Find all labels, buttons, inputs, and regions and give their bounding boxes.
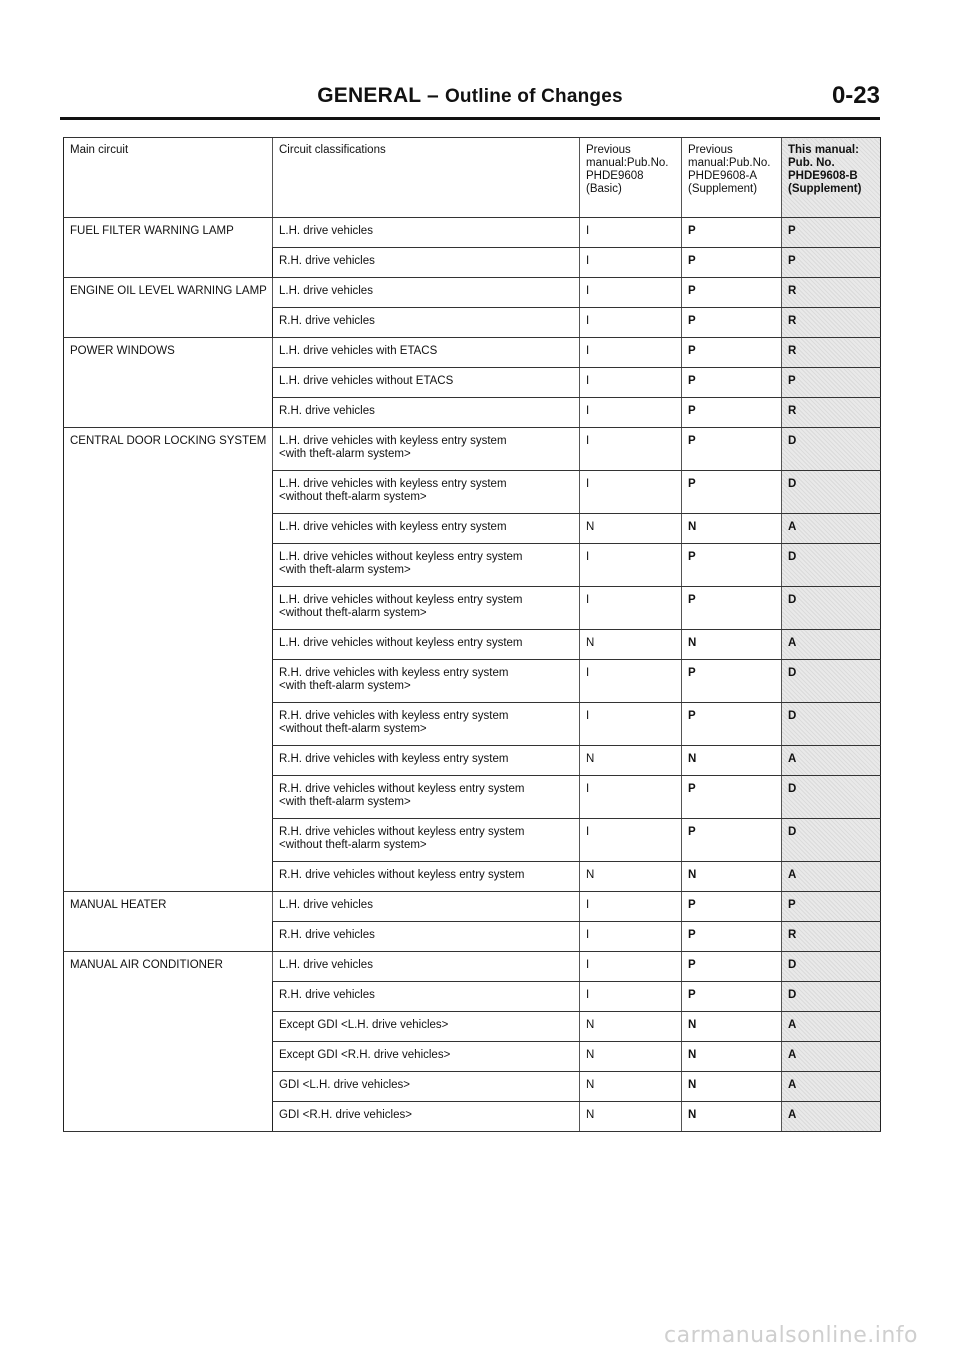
- classification-cell: [273, 218, 580, 248]
- classification-note: <without theft-alarm system>: [279, 839, 427, 851]
- supplement-b-code-cell: A: [782, 862, 881, 892]
- supplement-a-code-cell: N: [682, 746, 782, 776]
- supplement-a-code-cell: P: [682, 587, 782, 630]
- basic-code-cell: I: [580, 776, 682, 819]
- supplement-a-code-cell: N: [682, 862, 782, 892]
- supplement-b-code-cell: P: [782, 248, 881, 278]
- classification-text: R.H. drive vehicles: [279, 405, 375, 417]
- page-title: [60, 84, 880, 108]
- supplement-a-code-cell: N: [682, 514, 782, 544]
- col-header-previous-basic: Previous manual:Pub.No. PHDE9608 (Basic): [580, 138, 682, 218]
- classification-text: L.H. drive vehicles with keyless entry system: [279, 521, 507, 533]
- main-circuit-cell: FUEL FILTER WARNING LAMP: [64, 218, 273, 278]
- classification-text: Except GDI <R.H. drive vehicles>: [279, 1049, 451, 1061]
- table-row: [64, 428, 881, 471]
- classification-text: L.H. drive vehicles: [279, 959, 373, 971]
- classification-cell: [273, 952, 580, 982]
- classification-text: L.H. drive vehicles with keyless entry system: [279, 478, 507, 490]
- classification-text: R.H. drive vehicles with keyless entry system: [279, 753, 509, 765]
- classification-cell: [273, 471, 580, 514]
- table-row: [64, 338, 881, 368]
- classification-note: <with theft-alarm system>: [279, 796, 411, 808]
- classification-text: R.H. drive vehicles with keyless entry system: [279, 667, 509, 679]
- classification-cell: [273, 1042, 580, 1072]
- basic-code-cell: I: [580, 471, 682, 514]
- supplement-a-code-cell: P: [682, 278, 782, 308]
- classification-text: R.H. drive vehicles with keyless entry system: [279, 710, 509, 722]
- basic-code-cell: I: [580, 544, 682, 587]
- supplement-b-code-cell: R: [782, 278, 881, 308]
- col-header-circuit-classifications: Circuit classifications: [273, 138, 580, 218]
- supplement-a-code-cell: P: [682, 471, 782, 514]
- classification-text: R.H. drive vehicles without keyless entry system: [279, 826, 525, 838]
- classification-cell: [273, 1072, 580, 1102]
- table-header-row: [64, 138, 881, 218]
- col-header-main-circuit: Main circuit: [64, 138, 273, 218]
- basic-code-cell: N: [580, 862, 682, 892]
- supplement-a-code-cell: P: [682, 922, 782, 952]
- classification-cell: [273, 587, 580, 630]
- basic-code-cell: I: [580, 892, 682, 922]
- supplement-a-code-cell: N: [682, 1072, 782, 1102]
- classification-note: <with theft-alarm system>: [279, 680, 411, 692]
- basic-code-cell: N: [580, 514, 682, 544]
- classification-text: R.H. drive vehicles without keyless entry system: [279, 869, 525, 881]
- supplement-b-code-cell: D: [782, 952, 881, 982]
- basic-code-cell: I: [580, 660, 682, 703]
- changes-table-body: [64, 138, 881, 1132]
- classification-cell: [273, 1102, 580, 1132]
- classification-text: L.H. drive vehicles: [279, 225, 373, 237]
- classification-note: <with theft-alarm system>: [279, 448, 411, 460]
- basic-code-cell: I: [580, 819, 682, 862]
- supplement-b-code-cell: A: [782, 1042, 881, 1072]
- basic-code-cell: I: [580, 308, 682, 338]
- supplement-b-code-cell: A: [782, 514, 881, 544]
- supplement-a-code-cell: P: [682, 703, 782, 746]
- supplement-a-code-cell: N: [682, 1042, 782, 1072]
- supplement-a-code-cell: P: [682, 368, 782, 398]
- supplement-b-code-cell: D: [782, 587, 881, 630]
- classification-cell: [273, 776, 580, 819]
- supplement-b-code-cell: D: [782, 776, 881, 819]
- supplement-b-code-cell: A: [782, 1102, 881, 1132]
- classification-text: R.H. drive vehicles: [279, 315, 375, 327]
- classification-cell: [273, 746, 580, 776]
- classification-note: <with theft-alarm system>: [279, 564, 411, 576]
- supplement-a-code-cell: P: [682, 248, 782, 278]
- classification-text: L.H. drive vehicles with ETACS: [279, 345, 438, 357]
- classification-cell: [273, 819, 580, 862]
- classification-cell: [273, 398, 580, 428]
- supplement-a-code-cell: P: [682, 660, 782, 703]
- table-row: [64, 952, 881, 982]
- classification-text: R.H. drive vehicles: [279, 255, 375, 267]
- page-number: 0-23: [831, 82, 880, 109]
- page-header: [60, 84, 880, 120]
- main-circuit-cell: MANUAL AIR CONDITIONER: [64, 952, 273, 1132]
- basic-code-cell: I: [580, 587, 682, 630]
- supplement-b-code-cell: P: [782, 892, 881, 922]
- supplement-b-code-cell: R: [782, 338, 881, 368]
- supplement-a-code-cell: N: [682, 1012, 782, 1042]
- supplement-a-code-cell: N: [682, 1102, 782, 1132]
- supplement-b-code-cell: D: [782, 982, 881, 1012]
- section-subtitle: Outline of Changes: [444, 86, 623, 107]
- supplement-b-code-cell: A: [782, 630, 881, 660]
- basic-code-cell: I: [580, 368, 682, 398]
- main-circuit-cell: POWER WINDOWS: [64, 338, 273, 428]
- basic-code-cell: I: [580, 982, 682, 1012]
- basic-code-cell: I: [580, 398, 682, 428]
- watermark: carmanualsonline.info: [664, 1323, 918, 1348]
- supplement-b-code-cell: D: [782, 660, 881, 703]
- changes-table: [63, 137, 881, 1132]
- basic-code-cell: N: [580, 1012, 682, 1042]
- classification-cell: [273, 982, 580, 1012]
- supplement-a-code-cell: P: [682, 776, 782, 819]
- classification-text: L.H. drive vehicles without keyless entry system: [279, 594, 523, 606]
- classification-cell: [273, 514, 580, 544]
- classification-cell: [273, 892, 580, 922]
- supplement-a-code-cell: P: [682, 952, 782, 982]
- basic-code-cell: N: [580, 630, 682, 660]
- classification-text: R.H. drive vehicles without keyless entry system: [279, 783, 525, 795]
- col-header-previous-supplement: Previous manual:Pub.No. PHDE9608-A (Supplement): [682, 138, 782, 218]
- basic-code-cell: N: [580, 1072, 682, 1102]
- supplement-b-code-cell: A: [782, 1072, 881, 1102]
- classification-note: <without theft-alarm system>: [279, 607, 427, 619]
- main-circuit-cell: CENTRAL DOOR LOCKING SYSTEM: [64, 428, 273, 892]
- basic-code-cell: N: [580, 746, 682, 776]
- classification-cell: [273, 703, 580, 746]
- supplement-b-code-cell: R: [782, 922, 881, 952]
- classification-cell: [273, 1012, 580, 1042]
- classification-cell: [273, 428, 580, 471]
- header-rule: [60, 117, 880, 120]
- table-row: [64, 892, 881, 922]
- col-header-this-manual: This manual: Pub. No. PHDE9608-B (Supplement): [782, 138, 881, 218]
- supplement-a-code-cell: P: [682, 308, 782, 338]
- classification-text: R.H. drive vehicles: [279, 989, 375, 1001]
- supplement-a-code-cell: P: [682, 218, 782, 248]
- basic-code-cell: I: [580, 248, 682, 278]
- basic-code-cell: I: [580, 952, 682, 982]
- basic-code-cell: I: [580, 428, 682, 471]
- main-circuit-cell: ENGINE OIL LEVEL WARNING LAMP: [64, 278, 273, 338]
- classification-cell: [273, 922, 580, 952]
- classification-cell: [273, 368, 580, 398]
- basic-code-cell: N: [580, 1102, 682, 1132]
- classification-cell: [273, 248, 580, 278]
- basic-code-cell: I: [580, 278, 682, 308]
- classification-cell: [273, 278, 580, 308]
- classification-cell: [273, 544, 580, 587]
- supplement-b-code-cell: D: [782, 703, 881, 746]
- supplement-b-code-cell: D: [782, 819, 881, 862]
- table-row: [64, 218, 881, 248]
- classification-text: Except GDI <L.H. drive vehicles>: [279, 1019, 449, 1031]
- supplement-b-code-cell: R: [782, 308, 881, 338]
- classification-text: L.H. drive vehicles without keyless entry system: [279, 637, 523, 649]
- basic-code-cell: I: [580, 338, 682, 368]
- title-dash: –: [427, 84, 439, 107]
- classification-cell: [273, 862, 580, 892]
- classification-cell: [273, 660, 580, 703]
- supplement-a-code-cell: P: [682, 982, 782, 1012]
- classification-text: L.H. drive vehicles: [279, 899, 373, 911]
- section-title: GENERAL: [317, 84, 421, 107]
- classification-text: L.H. drive vehicles without keyless entry system: [279, 551, 523, 563]
- classification-cell: [273, 308, 580, 338]
- supplement-a-code-cell: P: [682, 544, 782, 587]
- classification-cell: [273, 630, 580, 660]
- supplement-b-code-cell: P: [782, 368, 881, 398]
- classification-text: R.H. drive vehicles: [279, 929, 375, 941]
- classification-note: <without theft-alarm system>: [279, 723, 427, 735]
- classification-text: GDI <R.H. drive vehicles>: [279, 1109, 412, 1121]
- classification-text: L.H. drive vehicles: [279, 285, 373, 297]
- supplement-a-code-cell: P: [682, 892, 782, 922]
- basic-code-cell: I: [580, 703, 682, 746]
- supplement-a-code-cell: P: [682, 428, 782, 471]
- supplement-b-code-cell: R: [782, 398, 881, 428]
- supplement-a-code-cell: N: [682, 630, 782, 660]
- supplement-a-code-cell: P: [682, 819, 782, 862]
- classification-text: GDI <L.H. drive vehicles>: [279, 1079, 411, 1091]
- supplement-a-code-cell: P: [682, 338, 782, 368]
- supplement-a-code-cell: P: [682, 398, 782, 428]
- classification-cell: [273, 338, 580, 368]
- classification-text: L.H. drive vehicles with keyless entry system: [279, 435, 507, 447]
- supplement-b-code-cell: D: [782, 471, 881, 514]
- classification-text: L.H. drive vehicles without ETACS: [279, 375, 454, 387]
- table-row: [64, 278, 881, 308]
- supplement-b-code-cell: D: [782, 428, 881, 471]
- supplement-b-code-cell: A: [782, 746, 881, 776]
- basic-code-cell: I: [580, 922, 682, 952]
- basic-code-cell: I: [580, 218, 682, 248]
- supplement-b-code-cell: P: [782, 218, 881, 248]
- main-circuit-cell: MANUAL HEATER: [64, 892, 273, 952]
- supplement-b-code-cell: A: [782, 1012, 881, 1042]
- supplement-b-code-cell: D: [782, 544, 881, 587]
- classification-note: <without theft-alarm system>: [279, 491, 427, 503]
- basic-code-cell: N: [580, 1042, 682, 1072]
